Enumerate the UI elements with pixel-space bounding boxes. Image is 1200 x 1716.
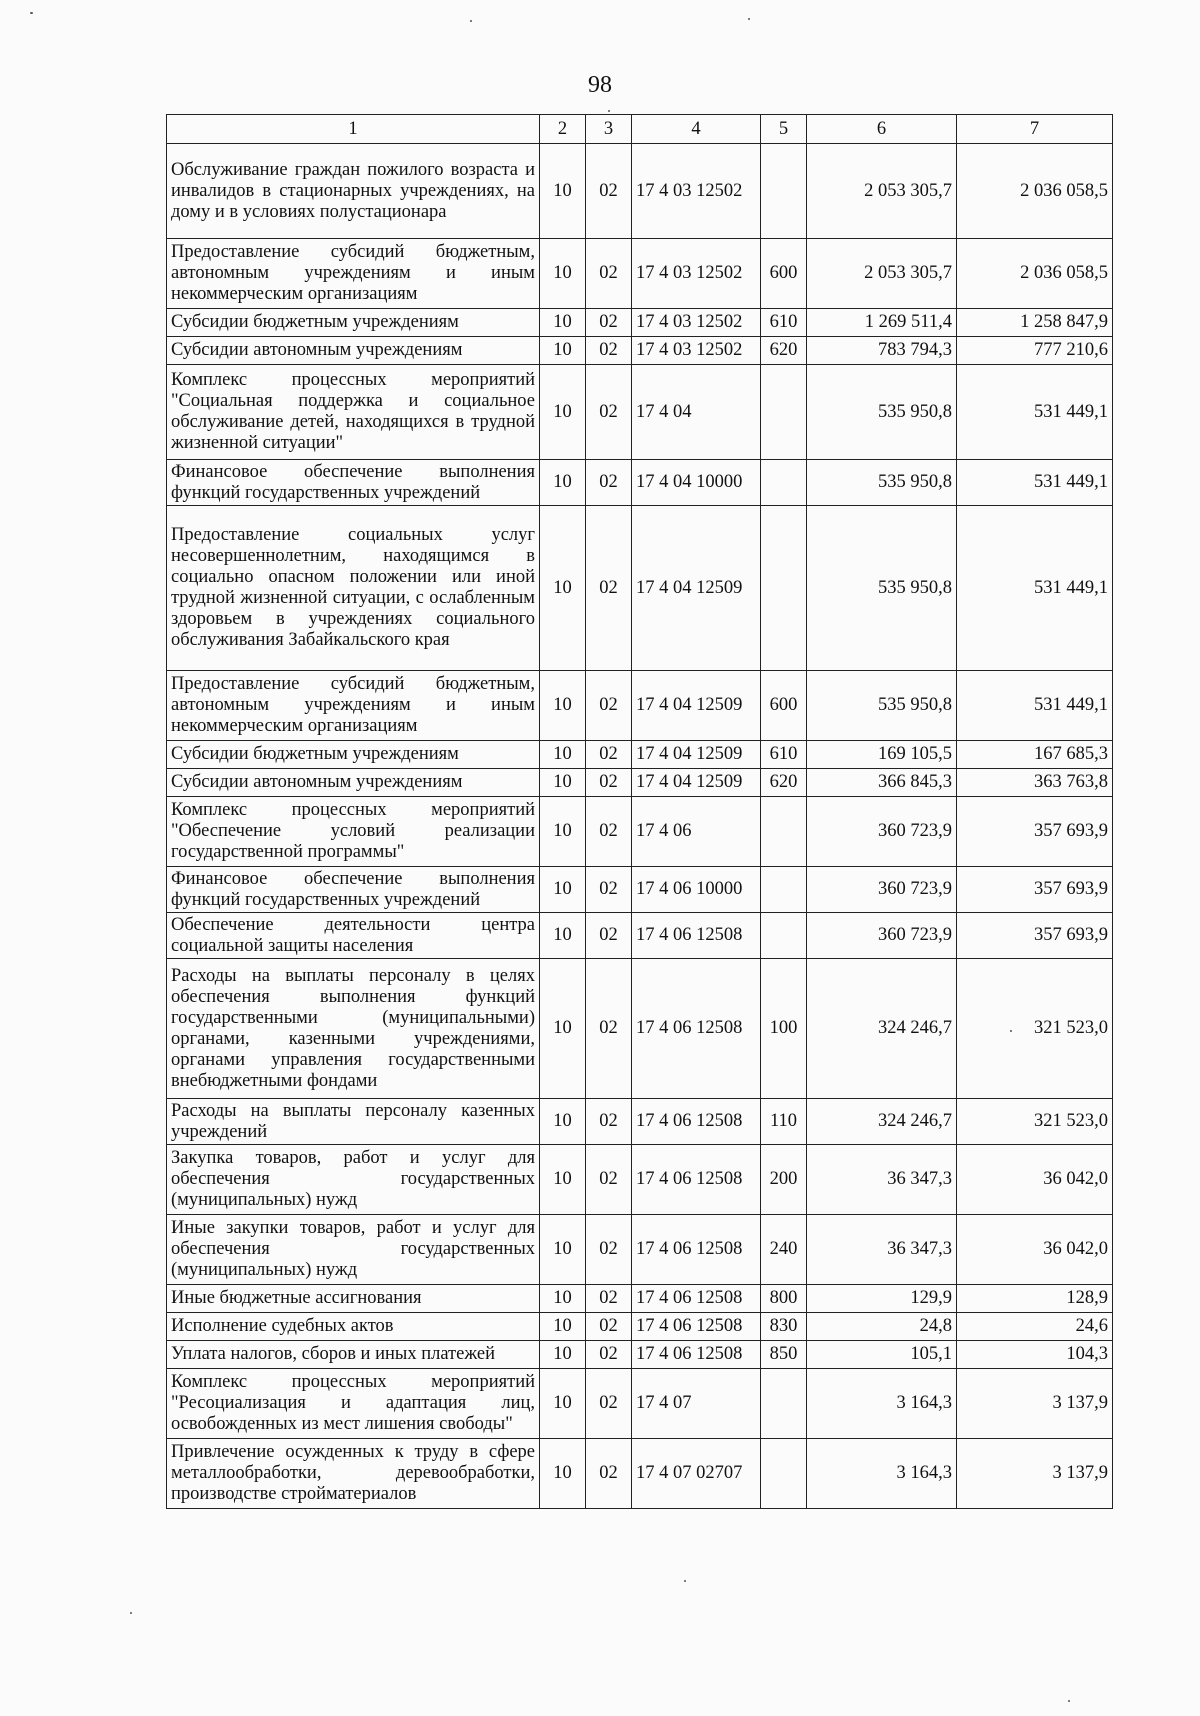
row-description: Предоставление субсидий бюджетным, автономным учреждениям и иным некоммерческим организациям	[167, 239, 540, 309]
row-subsection: 02	[586, 797, 632, 867]
row-target-article: 17 4 06 12508	[632, 913, 761, 959]
table-row	[167, 309, 1113, 337]
row-description: Предоставление субсидий бюджетным, автономным учреждениям и иным некоммерческим организациям	[167, 671, 540, 741]
row-subsection: 02	[586, 671, 632, 741]
row-section: 10	[540, 1439, 586, 1509]
table-header-row	[167, 115, 1113, 144]
row-amount-year-1: 169 105,5	[807, 741, 957, 769]
row-description: Иные закупки товаров, работ и услуг для обеспечения государственных (муниципальных) нужд	[167, 1215, 540, 1285]
row-target-article: 17 4 07 02707	[632, 1439, 761, 1509]
table-row	[167, 913, 1113, 959]
row-description: Обеспечение деятельности центра социальной защиты населения	[167, 913, 540, 959]
row-expense-type: 610	[761, 309, 807, 337]
row-amount-year-2: 321 523,0	[957, 1099, 1113, 1145]
row-section: 10	[540, 239, 586, 309]
row-amount-year-1: 3 164,3	[807, 1439, 957, 1509]
row-subsection: 02	[586, 1369, 632, 1439]
row-expense-type: 240	[761, 1215, 807, 1285]
row-amount-year-1: 105,1	[807, 1341, 957, 1369]
row-target-article: 17 4 03 12502	[632, 239, 761, 309]
scan-speck	[684, 1580, 686, 1582]
table-row	[167, 365, 1113, 460]
row-section: 10	[540, 769, 586, 797]
row-description: Субсидии автономным учреждениям	[167, 769, 540, 797]
row-expense-type: 850	[761, 1341, 807, 1369]
table-row	[167, 797, 1113, 867]
row-description: Привлечение осужденных к труду в сфере металлообработки, деревообработки, производстве стройматериалов	[167, 1439, 540, 1509]
page-number: 98	[588, 72, 612, 98]
row-section: 10	[540, 741, 586, 769]
row-section: 10	[540, 1313, 586, 1341]
row-amount-year-2: 2 036 058,5	[957, 239, 1113, 309]
row-description: Расходы на выплаты персоналу казенных учреждений	[167, 1099, 540, 1145]
row-amount-year-2: 531 449,1	[957, 460, 1113, 506]
row-expense-type	[761, 867, 807, 913]
table-row	[167, 144, 1113, 239]
row-subsection: 02	[586, 1439, 632, 1509]
table-body	[167, 144, 1113, 1509]
header-col-3: 3	[586, 115, 632, 144]
row-expense-type	[761, 365, 807, 460]
row-expense-type: 600	[761, 671, 807, 741]
budget-table	[166, 114, 1113, 1509]
table-row	[167, 1285, 1113, 1313]
scan-speck	[470, 20, 472, 22]
row-section: 10	[540, 337, 586, 365]
row-amount-year-1: 24,8	[807, 1313, 957, 1341]
table-row	[167, 741, 1113, 769]
row-target-article: 17 4 04 10000	[632, 460, 761, 506]
row-amount-year-2: 167 685,3	[957, 741, 1113, 769]
row-description: Обслуживание граждан пожилого возраста и инвалидов в стационарных учреждениях, на дому и в условиях полустационара	[167, 144, 540, 239]
table-row	[167, 460, 1113, 506]
row-expense-type: 600	[761, 239, 807, 309]
row-amount-year-1: 36 347,3	[807, 1145, 957, 1215]
row-amount-year-1: 535 950,8	[807, 506, 957, 671]
row-description: Финансовое обеспечение выполнения функций государственных учреждений	[167, 460, 540, 506]
table-row	[167, 506, 1113, 671]
table-row	[167, 1369, 1113, 1439]
row-section: 10	[540, 144, 586, 239]
row-amount-year-2: 1 258 847,9	[957, 309, 1113, 337]
row-target-article: 17 4 04 12509	[632, 769, 761, 797]
row-section: 10	[540, 506, 586, 671]
row-section: 10	[540, 671, 586, 741]
row-section: 10	[540, 460, 586, 506]
table-row	[167, 867, 1113, 913]
row-amount-year-1: 360 723,9	[807, 797, 957, 867]
row-target-article: 17 4 06 12508	[632, 1099, 761, 1145]
row-expense-type	[761, 144, 807, 239]
row-section: 10	[540, 1285, 586, 1313]
row-amount-year-1: 366 845,3	[807, 769, 957, 797]
scan-speck	[1068, 1700, 1070, 1702]
row-subsection: 02	[586, 913, 632, 959]
row-description: Субсидии бюджетным учреждениям	[167, 741, 540, 769]
row-subsection: 02	[586, 506, 632, 671]
header-col-6: 6	[807, 115, 957, 144]
table-row	[167, 1145, 1113, 1215]
scan-speck	[30, 12, 33, 14]
table-row	[167, 1439, 1113, 1509]
row-subsection: 02	[586, 959, 632, 1099]
row-target-article: 17 4 06 12508	[632, 1313, 761, 1341]
row-amount-year-1: 2 053 305,7	[807, 144, 957, 239]
row-expense-type: 610	[761, 741, 807, 769]
row-section: 10	[540, 797, 586, 867]
row-amount-year-1: 2 053 305,7	[807, 239, 957, 309]
row-target-article: 17 4 07	[632, 1369, 761, 1439]
row-target-article: 17 4 06 12508	[632, 1341, 761, 1369]
row-target-article: 17 4 03 12502	[632, 337, 761, 365]
row-target-article: 17 4 03 12502	[632, 144, 761, 239]
table-row	[167, 1215, 1113, 1285]
row-target-article: 17 4 06 12508	[632, 1215, 761, 1285]
row-amount-year-1: 783 794,3	[807, 337, 957, 365]
row-amount-year-1: 324 246,7	[807, 1099, 957, 1145]
scan-speck	[608, 110, 610, 112]
row-amount-year-1: 360 723,9	[807, 867, 957, 913]
row-amount-year-2: 777 210,6	[957, 337, 1113, 365]
scan-speck	[130, 1612, 132, 1614]
row-amount-year-2: 24,6	[957, 1313, 1113, 1341]
table-row	[167, 337, 1113, 365]
header-col-4: 4	[632, 115, 761, 144]
row-section: 10	[540, 913, 586, 959]
row-subsection: 02	[586, 1215, 632, 1285]
row-subsection: 02	[586, 1099, 632, 1145]
row-amount-year-2: 357 693,9	[957, 797, 1113, 867]
row-target-article: 17 4 06 12508	[632, 1145, 761, 1215]
row-target-article: 17 4 04 12509	[632, 671, 761, 741]
row-amount-year-2: 104,3	[957, 1341, 1113, 1369]
row-description: Комплекс процессных мероприятий "Социальная поддержка и социальное обслуживание детей, находящихся в трудной жизненной ситуации"	[167, 365, 540, 460]
header-col-7: 7	[957, 115, 1113, 144]
row-section: 10	[540, 1099, 586, 1145]
row-target-article: 17 4 06 10000	[632, 867, 761, 913]
row-target-article: 17 4 06 12508	[632, 959, 761, 1099]
row-expense-type: 200	[761, 1145, 807, 1215]
row-expense-type	[761, 1369, 807, 1439]
header-col-5: 5	[761, 115, 807, 144]
table-row	[167, 769, 1113, 797]
row-expense-type	[761, 797, 807, 867]
row-target-article: 17 4 04 12509	[632, 506, 761, 671]
row-amount-year-2: 3 137,9	[957, 1439, 1113, 1509]
header-col-1: 1	[167, 115, 540, 144]
row-amount-year-1: 360 723,9	[807, 913, 957, 959]
row-target-article: 17 4 06 12508	[632, 1285, 761, 1313]
row-description: Субсидии бюджетным учреждениям	[167, 309, 540, 337]
row-amount-year-1: 535 950,8	[807, 671, 957, 741]
row-description: Комплекс процессных мероприятий "Обеспечение условий реализации государственной программы"	[167, 797, 540, 867]
table-row	[167, 671, 1113, 741]
row-expense-type: 110	[761, 1099, 807, 1145]
row-subsection: 02	[586, 1145, 632, 1215]
row-expense-type: 100	[761, 959, 807, 1099]
row-description: Расходы на выплаты персоналу в целях обеспечения выполнения функций государственными (муниципальными) органами, казенными учреждениями, органами управления государственными внебюджетными фондами	[167, 959, 540, 1099]
row-amount-year-2: 128,9	[957, 1285, 1113, 1313]
header-col-2: 2	[540, 115, 586, 144]
row-amount-year-2: 531 449,1	[957, 671, 1113, 741]
table-row	[167, 1313, 1113, 1341]
table-row	[167, 1099, 1113, 1145]
row-subsection: 02	[586, 867, 632, 913]
row-expense-type: 620	[761, 769, 807, 797]
row-amount-year-2: 357 693,9	[957, 913, 1113, 959]
row-description: Иные бюджетные ассигнования	[167, 1285, 540, 1313]
scan-speck	[748, 18, 750, 20]
row-amount-year-1: 535 950,8	[807, 460, 957, 506]
row-target-article: 17 4 04	[632, 365, 761, 460]
row-subsection: 02	[586, 309, 632, 337]
row-section: 10	[540, 1341, 586, 1369]
row-subsection: 02	[586, 1341, 632, 1369]
table-row	[167, 1341, 1113, 1369]
row-amount-year-2: 357 693,9	[957, 867, 1113, 913]
row-amount-year-2: 3 137,9	[957, 1369, 1113, 1439]
row-expense-type	[761, 913, 807, 959]
row-amount-year-2: 363 763,8	[957, 769, 1113, 797]
row-section: 10	[540, 1215, 586, 1285]
row-description: Предоставление социальных услуг несовершеннолетним, находящимся в социально опасном положении или иной трудной жизненной ситуации, с ослабленным здоровьем в учреждениях социального обслуживания Забайкальского края	[167, 506, 540, 671]
row-description: Субсидии автономным учреждениям	[167, 337, 540, 365]
row-subsection: 02	[586, 1285, 632, 1313]
row-section: 10	[540, 309, 586, 337]
row-expense-type	[761, 460, 807, 506]
row-subsection: 02	[586, 239, 632, 309]
row-section: 10	[540, 1145, 586, 1215]
row-expense-type: 620	[761, 337, 807, 365]
row-amount-year-2: 531 449,1	[957, 506, 1113, 671]
row-description: Уплата налогов, сборов и иных платежей	[167, 1341, 540, 1369]
table-row	[167, 959, 1113, 1099]
row-amount-year-1: 1 269 511,4	[807, 309, 957, 337]
row-subsection: 02	[586, 769, 632, 797]
row-amount-year-2: 36 042,0	[957, 1145, 1113, 1215]
row-amount-year-1: 324 246,7	[807, 959, 957, 1099]
row-subsection: 02	[586, 460, 632, 506]
row-subsection: 02	[586, 1313, 632, 1341]
row-amount-year-1: 3 164,3	[807, 1369, 957, 1439]
row-amount-year-2: 36 042,0	[957, 1215, 1113, 1285]
row-section: 10	[540, 959, 586, 1099]
row-expense-type: 800	[761, 1285, 807, 1313]
row-expense-type: 830	[761, 1313, 807, 1341]
row-amount-year-2: 531 449,1	[957, 365, 1113, 460]
row-target-article: 17 4 06	[632, 797, 761, 867]
row-amount-year-1: 129,9	[807, 1285, 957, 1313]
row-section: 10	[540, 1369, 586, 1439]
table-row	[167, 239, 1113, 309]
row-section: 10	[540, 867, 586, 913]
row-expense-type	[761, 506, 807, 671]
row-section: 10	[540, 365, 586, 460]
row-description: Финансовое обеспечение выполнения функций государственных учреждений	[167, 867, 540, 913]
row-subsection: 02	[586, 741, 632, 769]
row-subsection: 02	[586, 365, 632, 460]
row-amount-year-2: 2 036 058,5	[957, 144, 1113, 239]
row-description: Комплекс процессных мероприятий "Ресоциализация и адаптация лиц, освобожденных из мест лишения свободы"	[167, 1369, 540, 1439]
row-amount-year-1: 36 347,3	[807, 1215, 957, 1285]
row-description: Закупка товаров, работ и услуг для обеспечения государственных (муниципальных) нужд	[167, 1145, 540, 1215]
row-subsection: 02	[586, 144, 632, 239]
row-target-article: 17 4 03 12502	[632, 309, 761, 337]
row-description: Исполнение судебных актов	[167, 1313, 540, 1341]
row-target-article: 17 4 04 12509	[632, 741, 761, 769]
row-amount-year-2: 321 523,0	[957, 959, 1113, 1099]
row-subsection: 02	[586, 337, 632, 365]
row-expense-type	[761, 1439, 807, 1509]
scan-speck	[1010, 1030, 1012, 1032]
row-amount-year-1: 535 950,8	[807, 365, 957, 460]
